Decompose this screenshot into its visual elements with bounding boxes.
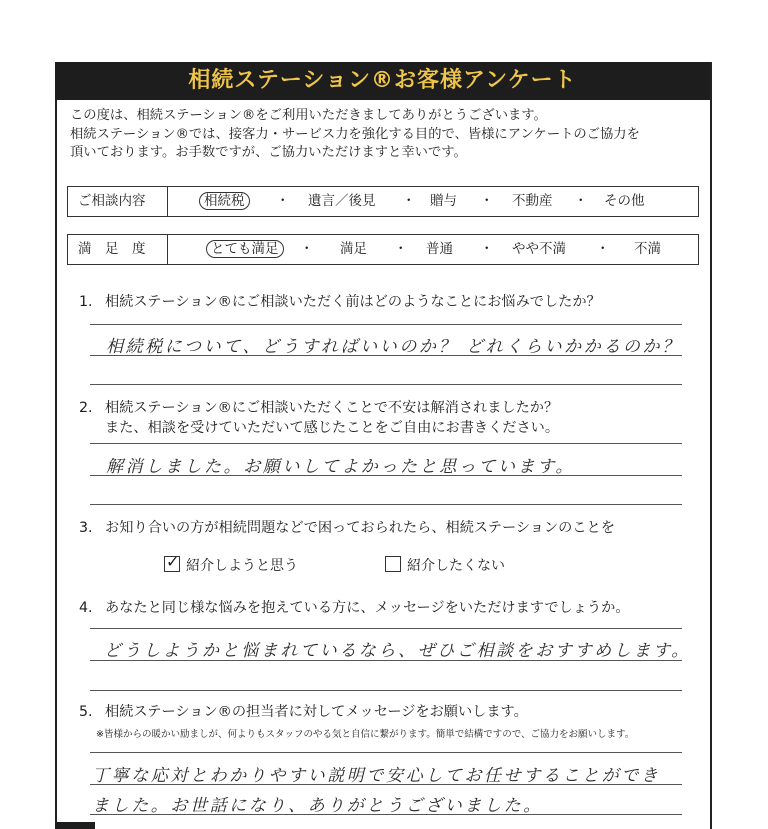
referral-no-option[interactable]: 紹介したくない — [385, 556, 505, 576]
answer-line — [90, 475, 682, 476]
intro-line: 頂いております。お手数ですが、ご協力いただけますと幸いです。 — [70, 145, 467, 160]
answer-line — [90, 690, 682, 691]
answer-4-text: どうしようかと悩まれているなら、ぜひご相談をおすすめします。 — [104, 641, 691, 661]
consultation-label: ご相談内容 — [68, 187, 168, 216]
satisfaction-option[interactable]: 満足 — [340, 241, 367, 257]
consultation-option[interactable]: 贈与 — [430, 193, 457, 209]
satisfaction-row: 満 足 度 とても満足 ・ 満足 ・ 普通 ・ やや不満 ・ 不満 — [67, 234, 699, 265]
question-5: 5. 相続ステーション®の担当者に対してメッセージをお願いします。 — [79, 704, 528, 720]
checkmark-icon: ✓ — [166, 552, 180, 571]
answer-5-text-line-1: 丁寧な応対とわかりやすい説明で安心してお任せすることができ — [92, 766, 661, 786]
referral-no-checkbox[interactable] — [385, 556, 401, 572]
consultation-option[interactable]: 遺言／後見 — [308, 193, 376, 209]
answer-line — [90, 384, 682, 385]
satisfaction-option[interactable]: とても満足 — [211, 235, 284, 264]
consultation-option[interactable]: 相続税 — [204, 187, 250, 216]
intro-text — [70, 107, 710, 163]
answer-line — [90, 660, 682, 661]
answer-line — [90, 814, 682, 815]
answer-line — [90, 784, 682, 785]
question-1: 1. 相続ステーション®にご相談いただく前はどのようなことにお悩みでしたか？ — [79, 294, 601, 310]
referral-yes-checkbox[interactable] — [164, 552, 180, 572]
referral-yes-option[interactable]: ✓ 紹介しようと思う — [166, 552, 298, 574]
answer-2-text: 解消しました。お願いしてよかったと思っています。 — [106, 457, 576, 477]
satisfaction-option[interactable]: 不満 — [634, 241, 661, 257]
answer-line — [90, 628, 682, 629]
consultation-option[interactable]: その他 — [604, 193, 645, 209]
question-2-line-2: また、相談を受けていただいて感じたことをご自由にお書きください。 — [105, 420, 560, 436]
answer-line — [90, 355, 682, 356]
intro-line: この度は、相続ステーション®をご利用いただきましてありがとうございます。 — [70, 108, 547, 123]
question-2: 2. 相続ステーション®にご相談いただくことで不安は解消されましたか？ — [79, 400, 559, 416]
answer-line — [90, 443, 682, 444]
answer-line — [90, 752, 682, 753]
answer-line — [90, 504, 682, 505]
answer-line — [90, 324, 682, 325]
satisfaction-option[interactable]: 普通 — [426, 241, 453, 257]
question-3: 3. お知り合いの方が相続問題などで困っておられたら、相続ステーションのことを — [79, 520, 615, 536]
consultation-option[interactable]: 不動産 — [512, 193, 553, 209]
consultation-row: ご相談内容 相続税 ・ 遺言／後見 ・ 贈与 ・ 不動産 ・ その他 — [67, 186, 699, 217]
satisfaction-option[interactable]: やや不満 — [512, 241, 566, 257]
answer-1-text: 相続税について、どうすればいいのか？ どれくらいかかるのか？ — [106, 337, 682, 357]
footer-bar — [55, 822, 95, 829]
answer-5-text-line-2: ました。お世話になり、ありがとうございました。 — [92, 796, 543, 816]
satisfaction-label: 満 足 度 — [68, 235, 168, 264]
intro-line: 相続ステーション®では、接客力・サービス力を強化する目的で、皆様にアンケートのご協力を — [70, 126, 640, 142]
question-4: 4. あなたと同じ様な悩みを抱えている方に、メッセージをいただけますでしょうか。 — [79, 600, 630, 616]
encouragement-note: ※皆様からの暖かい励ましが、何よりもスタッフのやる気と自信に繋がります。簡単で結構ですので、ご協力をお願いします。 — [96, 729, 635, 740]
survey-title: 相続ステーション®お客様アンケート — [55, 62, 710, 100]
